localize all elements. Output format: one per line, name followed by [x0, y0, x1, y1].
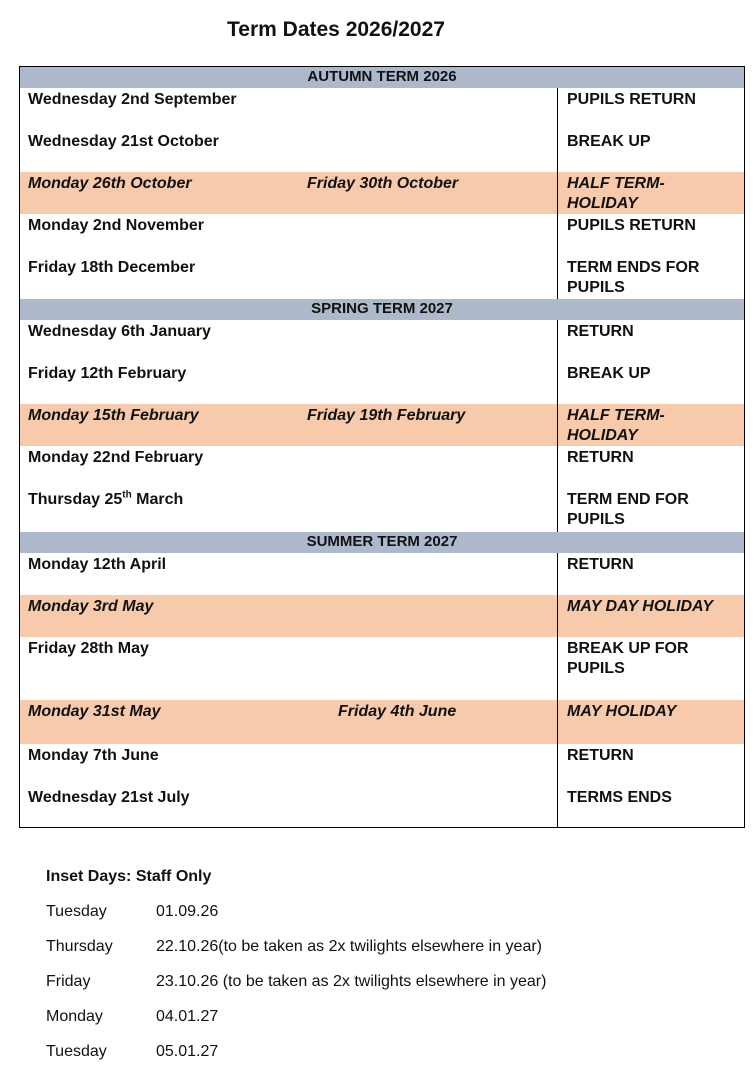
start-date-suffix: March: [131, 491, 184, 508]
holiday-row: [20, 172, 744, 214]
table-row: [20, 553, 744, 595]
event-note: RETURN: [567, 556, 634, 573]
column-divider: [557, 67, 558, 827]
start-date-prefix: Thursday 25: [28, 491, 123, 508]
section-heading-summer: SUMMER TERM 2027: [20, 532, 744, 553]
start-date: Monday 15th February: [28, 407, 199, 424]
event-note: MAY HOLIDAY: [567, 703, 677, 720]
event-note: HALF TERM-HOLIDAY: [567, 407, 665, 444]
holiday-row: [20, 404, 744, 446]
event-note: TERMS ENDS: [567, 789, 672, 806]
section-heading-spring: SPRING TERM 2027: [20, 299, 744, 320]
inset-date: 04.01.27: [156, 1008, 219, 1025]
table-row: [20, 744, 744, 786]
table-row: [20, 214, 744, 256]
page-title: Term Dates 2026/2027: [227, 18, 445, 41]
event-note: HALF TERM-HOLIDAY: [567, 175, 665, 212]
inset-date: 22.10.26(to be taken as 2x twilights elsewhere in year): [156, 938, 542, 955]
event-note: TERM END FOR PUPILS: [567, 491, 689, 528]
start-date: Monday 3rd May: [28, 598, 154, 615]
event-note: RETURN: [567, 747, 634, 764]
start-date: Wednesday 21st July: [28, 789, 190, 806]
table-row: [20, 362, 744, 404]
inset-day: Tuesday: [46, 903, 107, 920]
start-date: Wednesday 2nd September: [28, 91, 237, 108]
start-date: Wednesday 21st October: [28, 133, 219, 150]
start-date: Monday 26th October: [28, 175, 192, 192]
start-date: Monday 22nd February: [28, 449, 204, 466]
table-row: [20, 786, 744, 828]
term-dates-table: [19, 66, 745, 828]
table-row: [20, 488, 744, 532]
start-date: Monday 31st May: [28, 703, 161, 720]
table-row: [20, 130, 744, 172]
inset-day: Friday: [46, 973, 91, 990]
inset-day: Thursday: [46, 938, 113, 955]
table-row: [20, 446, 744, 488]
start-date: Monday 2nd November: [28, 217, 205, 234]
inset-day: Monday: [46, 1008, 103, 1025]
end-date: Friday 19th February: [307, 407, 466, 424]
end-date: Friday 30th October: [307, 175, 459, 192]
start-date: Wednesday 6th January: [28, 323, 211, 340]
inset-date: 05.01.27: [156, 1043, 219, 1060]
start-date: Friday 12th February: [28, 365, 187, 382]
start-date: Monday 12th April: [28, 556, 167, 573]
start-date: Friday 28th May: [28, 640, 149, 657]
ordinal-suffix: th: [122, 489, 132, 501]
event-note: PUPILS RETURN: [567, 91, 696, 108]
event-note: MAY DAY HOLIDAY: [567, 598, 714, 615]
inset-date: 23.10.26 (to be taken as 2x twilights elsewhere in year): [156, 973, 547, 990]
inset-day: Tuesday: [46, 1043, 107, 1060]
start-date: Friday 18th December: [28, 259, 196, 276]
event-note: BREAK UP: [567, 365, 651, 382]
event-note: RETURN: [567, 449, 634, 466]
section-heading-autumn: AUTUMN TERM 2026: [20, 67, 744, 88]
table-row: [20, 320, 744, 362]
end-date: Friday 4th June: [338, 703, 457, 720]
event-note: TERM ENDS FOR PUPILS: [567, 259, 700, 296]
inset-heading: Inset Days: Staff Only: [46, 868, 212, 885]
event-note: BREAK UP FOR PUPILS: [567, 640, 689, 677]
holiday-row: [20, 700, 744, 744]
event-note: RETURN: [567, 323, 634, 340]
holiday-row: [20, 595, 744, 637]
start-date: Monday 7th June: [28, 747, 159, 764]
table-row: [20, 88, 744, 130]
inset-date: 01.09.26: [156, 903, 219, 920]
event-note: PUPILS RETURN: [567, 217, 696, 234]
event-note: BREAK UP: [567, 133, 651, 150]
table-row: [20, 256, 744, 298]
table-row: [20, 637, 744, 700]
start-date: [28, 490, 183, 510]
